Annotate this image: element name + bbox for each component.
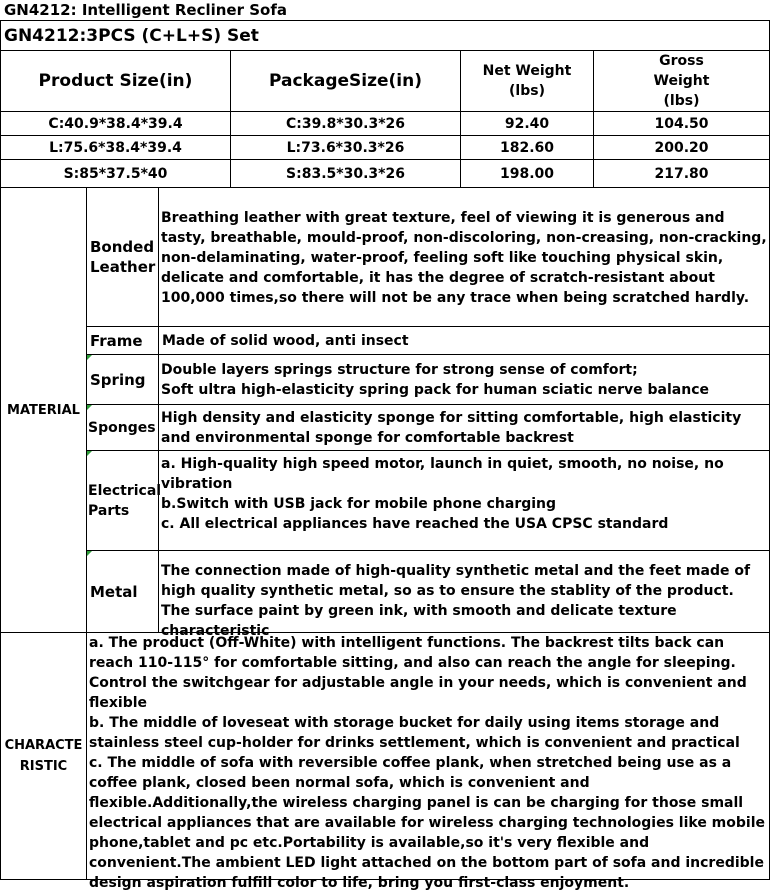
row-c-gross-text: 104.50 <box>654 115 709 132</box>
set-label-cell <box>0 20 770 51</box>
row-l-product-text: L:75.6*38.4*39.4 <box>49 139 182 156</box>
row-s-product <box>0 159 231 188</box>
header-net-weight <box>460 50 594 112</box>
spring-line-1: Double layers springs structure for strong sense of comfort; <box>161 362 638 378</box>
row-s-net-text: 198.00 <box>499 165 555 182</box>
material-name-metal-text: Metal <box>90 582 138 601</box>
spring-line-2: Soft ultra high-elasticity spring pack for human sciatic nerve balance <box>161 382 710 398</box>
comment-marker <box>87 451 92 456</box>
material-desc-bonded-leather <box>158 187 770 327</box>
page-title: GN4212: Intelligent Recliner Sofa <box>4 1 287 19</box>
comment-marker <box>87 355 92 360</box>
characteristic-para-b: b. The middle of loveseat with storage bucket for daily using items storage and stainless steel cup-holder for drinks settlement, which is convenient and practical <box>89 715 740 751</box>
material-name-metal <box>86 550 159 633</box>
material-desc-frame-text: Made of solid wood, anti insect <box>162 332 409 349</box>
set-label: GN4212:3PCS (C+L+S) Set <box>4 25 259 46</box>
characteristic-desc <box>86 632 770 891</box>
header-product-size-text: Product Size(in) <box>38 71 193 91</box>
row-c-package-text: C:39.8*30.3*26 <box>285 115 406 132</box>
row-s-net <box>460 159 594 188</box>
row-s-package-text: S:83.5*30.3*26 <box>286 165 405 182</box>
material-name-frame-text: Frame <box>90 331 143 350</box>
material-desc-sponges-text: High density and elasticity sponge for sitting comfortable, high elasticity and environmental sponge for comfortable backrest <box>161 410 742 446</box>
spec-sheet <box>0 20 770 891</box>
material-desc-metal-text: The connection made of high-quality synthetic metal and the feet made of high quality synthetic metal, so as to ensure the stablity of the product. The surface paint by green ink, with smooth and delicate texture characteristic <box>161 563 751 639</box>
row-c-product-text: C:40.9*38.4*39.4 <box>48 115 183 132</box>
row-c-gross <box>593 111 770 136</box>
characteristic-label: CHARACTERISTIC <box>4 738 83 774</box>
material-desc-spring <box>158 354 770 405</box>
electrical-line-a: a. High-quality high speed motor, launch in quiet, smooth, no noise, no vibration <box>161 456 724 492</box>
material-desc-sponges <box>158 404 770 451</box>
material-name-frame <box>86 326 159 355</box>
material-label: MATERIAL <box>7 402 80 418</box>
material-name-electrical-parts-text: Electrical Parts <box>88 482 162 519</box>
row-c-product <box>0 111 231 136</box>
material-desc-bonded-leather-text: Breathing leather with great texture, feel of viewing it is generous and tasty, breathable, mould-proof, non-discoloring, non-creasing, non-cracking, non-delaminating, water-proof, feeling soft like touching physical skin, delicate and comfortable, it has the degree of scratch-resistant about 100,000 times,so there will not be any trace when being scratched hardly. <box>161 210 767 306</box>
header-package-size <box>230 50 461 112</box>
row-l-product <box>0 135 231 160</box>
header-net-weight-text: Net Weight (lbs) <box>482 63 572 99</box>
row-c-net <box>460 111 594 136</box>
row-c-package <box>230 111 461 136</box>
material-desc-electrical-parts <box>158 450 770 551</box>
material-label-cell <box>0 187 87 633</box>
row-l-net-text: 182.60 <box>499 139 555 156</box>
material-name-electrical-parts <box>86 450 162 551</box>
material-name-spring-text: Spring <box>90 370 146 389</box>
material-name-bonded-leather-text: Bonded Leather <box>90 238 156 276</box>
row-s-gross <box>593 159 770 188</box>
row-l-package-text: L:73.6*30.3*26 <box>286 139 405 156</box>
row-l-package <box>230 135 461 160</box>
electrical-line-c: c. All electrical appliances have reached the USA CPSC standard <box>161 516 669 532</box>
row-s-package <box>230 159 461 188</box>
row-l-gross-text: 200.20 <box>654 139 709 156</box>
header-package-size-text: PackageSize(in) <box>269 71 422 91</box>
row-s-product-text: S:85*37.5*40 <box>63 165 168 182</box>
header-gross-weight-text: Gross Weight (lbs) <box>653 53 710 109</box>
material-desc-frame <box>158 326 770 355</box>
electrical-line-b: b.Switch with USB jack for mobile phone charging <box>161 496 557 512</box>
material-name-bonded-leather <box>86 187 159 327</box>
row-l-gross <box>593 135 770 160</box>
comment-marker <box>87 405 92 410</box>
header-product-size <box>0 50 231 112</box>
characteristic-label-cell <box>0 632 87 880</box>
row-c-net-text: 92.40 <box>504 115 550 132</box>
material-name-sponges-text: Sponges <box>88 419 156 436</box>
row-s-gross-text: 217.80 <box>654 165 709 182</box>
row-l-net <box>460 135 594 160</box>
material-desc-metal <box>158 550 770 639</box>
comment-marker <box>87 551 92 556</box>
header-gross-weight <box>593 50 770 112</box>
material-name-spring <box>86 354 159 405</box>
material-name-sponges <box>86 404 159 451</box>
characteristic-para-c: c. The middle of sofa with reversible coffee plank, when stretched being use as a coffee plank, closed been normal sofa, which is convenient and flexible.Additionally,the wireless charging panel is can be charging for those small electrical appliances that are available for wireless charging technologies like mobile phone,tablet and pc etc.Portability is available,so it's very flexible and convenient.The ambient LED light attached on the bottom part of sofa and incredible design aspiration fulfill color to life, bring you first-class enjoyment. <box>89 755 766 891</box>
characteristic-para-a: a. The product (Off-White) with intelligent functions. The backrest tilts back can reach 110-115° for comfortable sitting, and also can reach the angle for sleeping. Control the switchgear for adjustable angle in your needs, which is convenient and flexible <box>89 635 747 711</box>
